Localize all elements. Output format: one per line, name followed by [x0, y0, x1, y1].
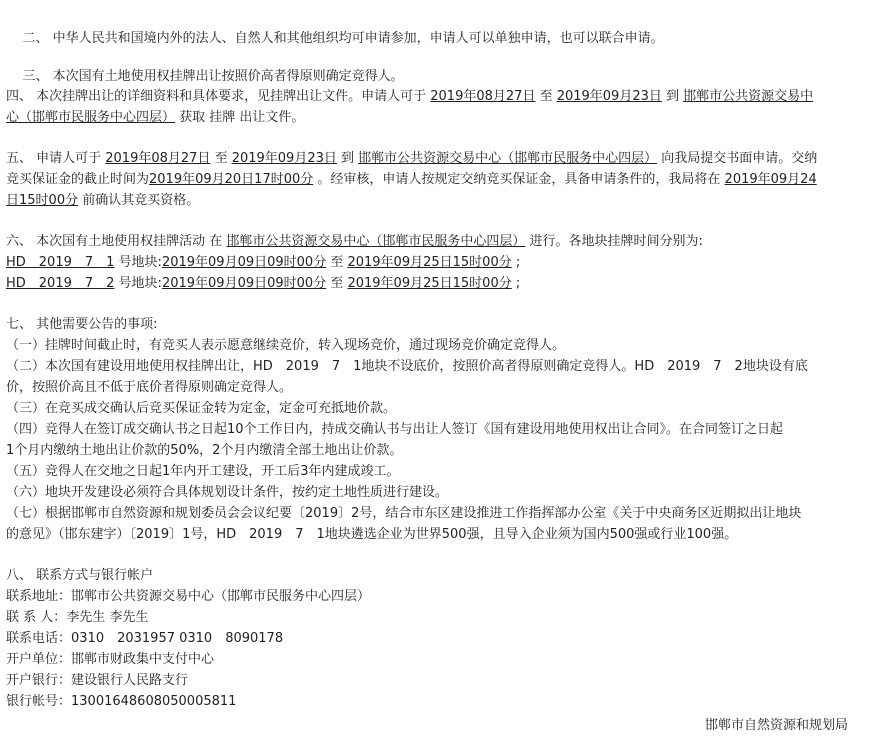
doc-start-date: 2019年08月27日	[430, 89, 536, 104]
doc-place-part1: 邯郸市公共资源交易中	[683, 89, 814, 104]
list-item: （五）竞得人在交地之日起1年内开工建设，开工后3年内建成竣工。	[6, 464, 400, 479]
parcel-start: 2019年09月09日09时00分	[161, 255, 327, 270]
account-number: 银行帐号：13001648608050005811	[6, 694, 237, 709]
section-7	[6, 314, 869, 545]
issuer-signature: 邯郸市自然资源和规划局	[704, 718, 848, 733]
section-8	[6, 565, 869, 712]
announcement-document	[0, 7, 875, 743]
list-item: 1个月内缴纳土地出让价款的50%，2个月内缴清全部土地出让价款。	[6, 443, 403, 458]
account-bank: 开户银行：建设银行人民路支行	[6, 673, 189, 688]
parcel-end: 2019年09月25日15时00分	[347, 276, 512, 291]
parcel-end: 2019年09月25日15时00分	[347, 255, 512, 270]
section-2	[6, 7, 869, 46]
list-item: （七）根据邯郸市自然资源和规划委员会会议纪要〔2019〕2号，结合市东区建设推进工作指挥部办公室《关于中央商务区近期拟出让地块	[6, 506, 802, 521]
doc-place-part2: 心（邯郸市民服务中心四层）	[6, 110, 176, 125]
parcel-code: HD 2019 7 2	[6, 276, 115, 291]
apply-place: 邯郸市公共资源交易中心（邯郸市民服务中心四层）	[358, 151, 658, 166]
list-item: （四）竞得人在签订成交确认书之日起10个工作日内，持成交确认书与出让人签订《国有建设用地使用权出让合同》。在合同签订之日起	[6, 422, 784, 437]
section-6: 六、 本次国有土地使用权挂牌活动 在 邯郸市公共资源交易中心（邯郸市民服务中心四层） 进行。各地块挂牌时间分别为: HD 2019 7 1 号地块:2019年09月09日09时00分 至 2019年09月25日15时00分 ; HD 2019 7 2 号地块:2019年09月09日09时00分 至 2019年09月25日15时00分 ;	[6, 231, 869, 294]
section-4: 四、 本次挂牌出让的详细资料和具体要求，见挂牌出让文件。申请人可于 2019年08月27日 至 2019年09月23日 到 邯郸市公共资源交易中 心（邯郸市民服务中心四层） 获取 挂牌 出让文件。	[6, 89, 814, 125]
section-5: 五、 申请人可于 2019年08月27日 至 2019年09月23日 到 邯郸市公共资源交易中心（邯郸市民服务中心四层） 向我局提交书面申请。交纳 竞买保证金的截止时间为2019年09月20日17时00分 。经审核，申请人按规定交纳竞买保证金，具备申请条件的，我局将在 2019年09月24 日15时00分 前确认其竞买资格。	[6, 151, 818, 208]
section-2-text: 二、 中华人民共和国境内外的法人、自然人和其他组织均可申请参加，申请人可以单独申请，也可以联合申请。	[22, 31, 664, 46]
contact-person: 联 系 人：李先生 李先生	[6, 610, 149, 625]
list-item: 的意见》（邯东建字）〔2019〕1号，HD 2019 7 1地块遴选企业为世界500强，且导入企业须为国内500强或行业100强。	[6, 527, 738, 542]
parcel-row: HD 2019 7 1 号地块:2019年09月09日09时00分 至 2019年09月25日15时00分 ;	[6, 255, 521, 270]
parcel-row: HD 2019 7 2 号地块:2019年09月09日09时00分 至 2019年09月25日15时00分 ;	[6, 276, 521, 291]
parcel-start: 2019年09月09日09时00分	[161, 276, 327, 291]
section-3-text: 三、 本次国有土地使用权挂牌出让按照价高者得原则确定竞得人。	[22, 69, 404, 84]
contact-phone: 联系电话：0310 2031957 0310 8090178	[6, 631, 284, 646]
confirm-date-part1: 2019年09月24	[724, 172, 817, 187]
deposit-deadline: 2019年09月20日17时00分	[149, 172, 314, 187]
parcel-code: HD 2019 7 1	[6, 255, 115, 270]
section-7-title: 七、 其他需要公告的事项:	[6, 317, 158, 332]
apply-start-date: 2019年08月27日	[105, 151, 211, 166]
section-8-title: 八、 联系方式与银行帐户	[6, 568, 154, 583]
account-holder: 开户单位：邯郸市财政集中支付中心	[6, 652, 215, 667]
list-item: （三）在竞买成交确认后竞买保证金转为定金，定金可充抵地价款。	[6, 401, 397, 416]
list-item: （一）挂牌时间截止时，有竞买人表示愿意继续竞价，转入现场竞价，通过现场竞价确定竞得人。	[6, 338, 566, 353]
list-item: （二）本次国有建设用地使用权挂牌出让，HD 2019 7 1地块不设底价，按照价高者得原则确定竞得人。HD 2019 7 2地块设有底	[6, 359, 808, 374]
list-item: （六）地块开发建设必须符合具体规划设计条件，按约定土地性质进行建设。	[6, 485, 449, 500]
confirm-date-part2: 日15时00分	[6, 193, 79, 208]
doc-end-date: 2019年09月23日	[556, 89, 662, 104]
apply-end-date: 2019年09月23日	[231, 151, 337, 166]
listing-place: 邯郸市公共资源交易中心（邯郸市民服务中心四层）	[226, 234, 526, 249]
contact-address: 联系地址：邯郸市公共资源交易中心（邯郸市民服务中心四层）	[6, 589, 371, 604]
list-item: 价，按照价高且不低于底价者得原则确定竞得人。	[6, 380, 293, 395]
